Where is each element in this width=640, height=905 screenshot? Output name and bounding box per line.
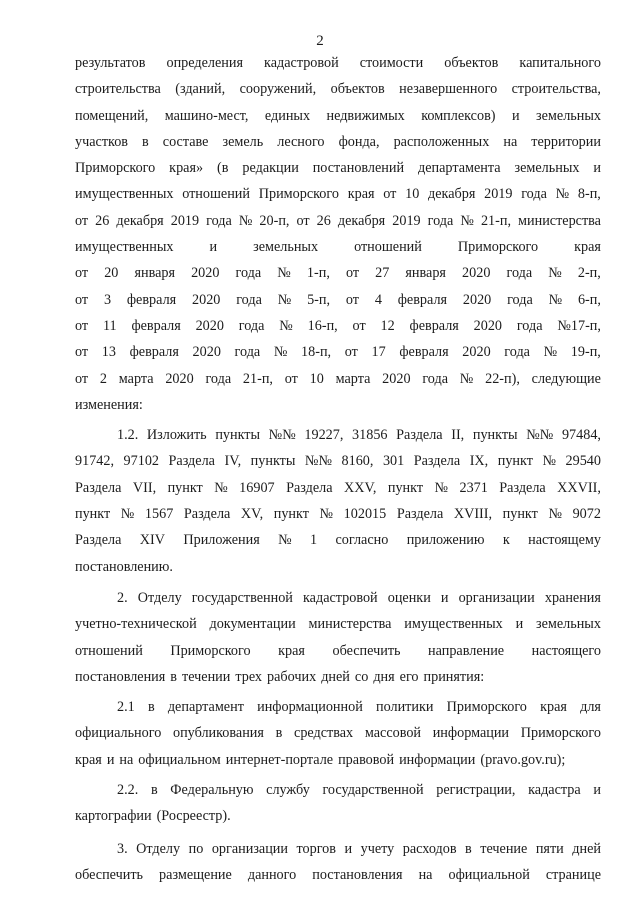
- text-line: участков в составе земель лесного фонда, расположенных на территории: [75, 133, 601, 150]
- document-body: [75, 50, 601, 888]
- text-line: 1.2. Изложить пункты №№ 19227, 31856 Раздела II, пункты №№ 97484,: [117, 427, 601, 444]
- text-line: имущественных и земельных отношений Приморского края: [75, 239, 601, 256]
- text-line: 3. Отделу по организации торгов и учету расходов в течение пяти дней: [117, 840, 601, 857]
- text-line: от 2 марта 2020 года 21-п, от 10 марта 2020 года № 22-п), следующие: [75, 370, 601, 387]
- text-line: 2. Отделу государственной кадастровой оценки и организации хранения: [117, 589, 601, 606]
- text-line: обеспечить размещение данного постановления на официальной странице: [75, 866, 601, 883]
- text-line: учетно-технической документации министерства имущественных и земельных: [75, 616, 601, 633]
- text-line: 2.2. в Федеральную службу государственной регистрации, кадастра и: [117, 782, 601, 799]
- text-line: постановлению.: [75, 558, 173, 575]
- paragraph-p5: [75, 836, 601, 889]
- text-line: постановления в течении трех рабочих дней со дня его принятия:: [75, 668, 485, 685]
- text-line: Раздела VII, пункт № 16907 Раздела XXV, пункт № 2371 Раздела XXVII,: [75, 479, 601, 496]
- text-line: отношений Приморского края обеспечить направление настоящего: [75, 642, 601, 659]
- text-line: от 3 февраля 2020 года № 5-п, от 4 февраля 2020 года № 6-п,: [75, 291, 601, 308]
- text-line: Раздела XIV Приложения № 1 согласно приложению к настоящему: [75, 532, 601, 549]
- text-line: изменения:: [75, 396, 143, 413]
- paragraph-p0: [75, 50, 601, 418]
- page-number: 2: [316, 33, 324, 49]
- text-line: картографии (Росреестр).: [75, 808, 231, 825]
- text-line: 2.1 в департамент информационной политики Приморского края для: [117, 699, 601, 716]
- text-line: от 13 февраля 2020 года № 18-п, от 17 февраля 2020 года № 19-п,: [75, 344, 601, 361]
- paragraph-p3: [75, 694, 601, 773]
- text-line: официального опубликования в средствах массовой информации Приморского: [75, 725, 601, 742]
- text-line: 91742, 97102 Раздела IV, пункты №№ 8160, 301 Раздела IX, пункт № 29540: [75, 453, 601, 470]
- paragraph-p2: [75, 585, 601, 690]
- text-line: строительства (зданий, сооружений, объектов незавершенного строительства,: [75, 81, 601, 98]
- paragraph-p1: [75, 422, 601, 580]
- text-line: пункт № 1567 Раздела XV, пункт № 102015 Раздела XVIII, пункт № 9072: [75, 506, 601, 523]
- text-line: Приморского края» (в редакции постановлений департамента земельных и: [75, 160, 601, 177]
- text-line: от 26 декабря 2019 года № 20-п, от 26 декабря 2019 года № 21-п, министерства: [75, 212, 601, 229]
- text-line: помещений, машино-мест, единых недвижимых комплексов) и земельных: [75, 107, 601, 124]
- text-line: от 11 февраля 2020 года № 16-п, от 12 февраля 2020 года №17-п,: [75, 317, 601, 334]
- text-line: имущественных отношений Приморского края от 10 декабря 2019 года № 8-п,: [75, 186, 601, 203]
- paragraph-p4: [75, 777, 601, 830]
- text-line: края и на официальном интернет-портале правовой информации (pravo.gov.ru);: [75, 751, 566, 768]
- text-line: результатов определения кадастровой стоимости объектов капитального: [75, 55, 601, 71]
- text-line: от 20 января 2020 года № 1-п, от 27 января 2020 года № 2-п,: [75, 265, 601, 282]
